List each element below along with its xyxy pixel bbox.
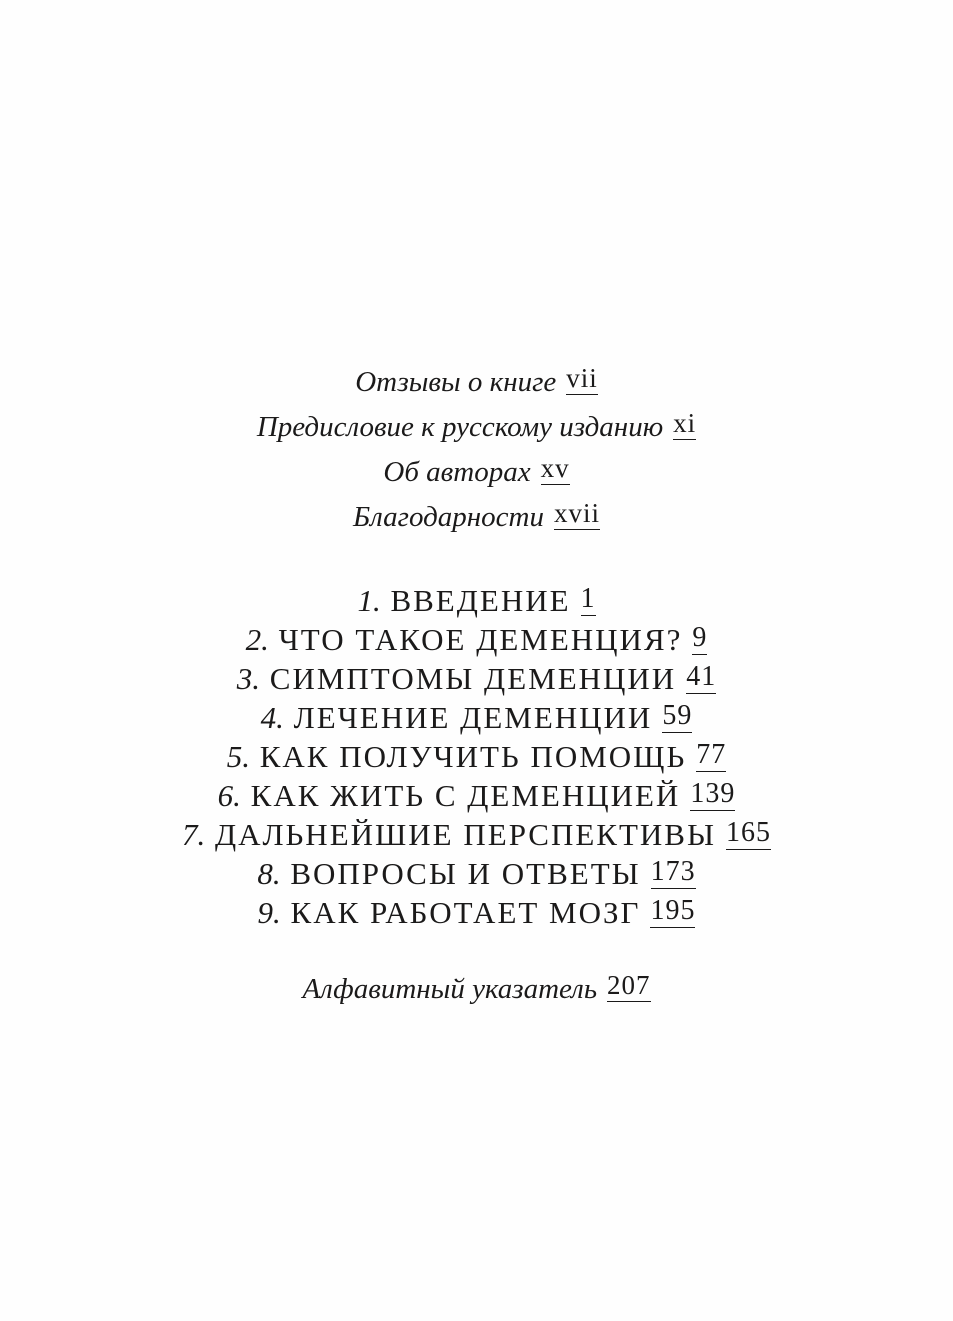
- chapter-number: 1.: [357, 583, 381, 618]
- toc-page-number: vii: [566, 363, 598, 393]
- chapter-number: 9.: [257, 895, 281, 930]
- toc-entry-title: Предисловие к русскому изданию: [256, 411, 664, 443]
- chapter-title: ВОПРОСЫ И ОТВЕТЫ: [290, 856, 641, 891]
- toc-chapter-9[interactable]: [0, 893, 953, 932]
- toc-chapter-7[interactable]: [0, 815, 953, 854]
- chapter-title: ЛЕЧЕНИЕ ДЕМЕНЦИИ: [293, 700, 653, 735]
- back-matter-list: [0, 967, 953, 1012]
- toc-chapter-1[interactable]: [0, 581, 953, 620]
- toc-entry-title: Алфавитный указатель: [302, 973, 598, 1005]
- toc-chapter-6[interactable]: [0, 776, 953, 815]
- toc-page-number: 173: [650, 856, 696, 887]
- chapter-title: ЧТО ТАКОЕ ДЕМЕНЦИЯ?: [278, 622, 683, 657]
- chapter-number: 5.: [226, 739, 250, 774]
- toc-entry-about-authors[interactable]: [0, 450, 953, 495]
- front-matter-list: [0, 360, 953, 540]
- toc-chapter-5[interactable]: [0, 737, 953, 776]
- chapter-number: 4.: [260, 700, 284, 735]
- toc-chapter-3[interactable]: [0, 659, 953, 698]
- chapter-number: 3.: [236, 661, 261, 696]
- toc-page-number: 139: [690, 778, 736, 809]
- chapter-title: КАК ЖИТЬ С ДЕМЕНЦИЕЙ: [250, 778, 681, 813]
- chapter-title: КАК РАБОТАЕТ МОЗГ: [290, 895, 641, 930]
- toc-page-number: xvii: [553, 498, 600, 528]
- toc-entry-title: Отзывы о книге: [355, 366, 557, 398]
- toc-chapter-8[interactable]: [0, 854, 953, 893]
- toc-page-number: 1: [580, 583, 596, 614]
- table-of-contents: [0, 360, 953, 1012]
- toc-entry-reviews[interactable]: [0, 360, 953, 405]
- toc-entry-title: Благодарности: [353, 501, 544, 533]
- toc-page-number: 59: [662, 700, 693, 731]
- chapter-number: 7.: [181, 817, 206, 852]
- chapter-list: [0, 581, 953, 932]
- toc-page-number: 207: [607, 970, 651, 1000]
- toc-page-number: xv: [540, 453, 570, 483]
- toc-entry-index[interactable]: [0, 967, 953, 1012]
- chapter-title: СИМПТОМЫ ДЕМЕНЦИИ: [269, 661, 677, 696]
- toc-page-number: 195: [650, 895, 696, 926]
- toc-entry-acknowledgements[interactable]: [0, 495, 953, 540]
- toc-page-number: 77: [696, 739, 727, 770]
- chapter-number: 2.: [245, 622, 269, 657]
- toc-page-number: xi: [673, 408, 697, 438]
- chapter-title: ДАЛЬНЕЙШИЕ ПЕРСПЕКТИВЫ: [214, 817, 717, 852]
- chapter-title: ВВЕДЕНИЕ: [390, 583, 571, 618]
- toc-chapter-4[interactable]: [0, 698, 953, 737]
- toc-entry-title: Об авторах: [383, 456, 531, 488]
- chapter-number: 8.: [257, 856, 281, 891]
- toc-page-number: 9: [692, 622, 708, 653]
- toc-page-number: 165: [726, 817, 772, 848]
- chapter-title: КАК ПОЛУЧИТЬ ПОМОЩЬ: [259, 739, 687, 774]
- toc-page-number: 41: [686, 661, 717, 692]
- toc-entry-preface[interactable]: [0, 405, 953, 450]
- toc-chapter-2[interactable]: [0, 620, 953, 659]
- chapter-number: 6.: [217, 778, 241, 813]
